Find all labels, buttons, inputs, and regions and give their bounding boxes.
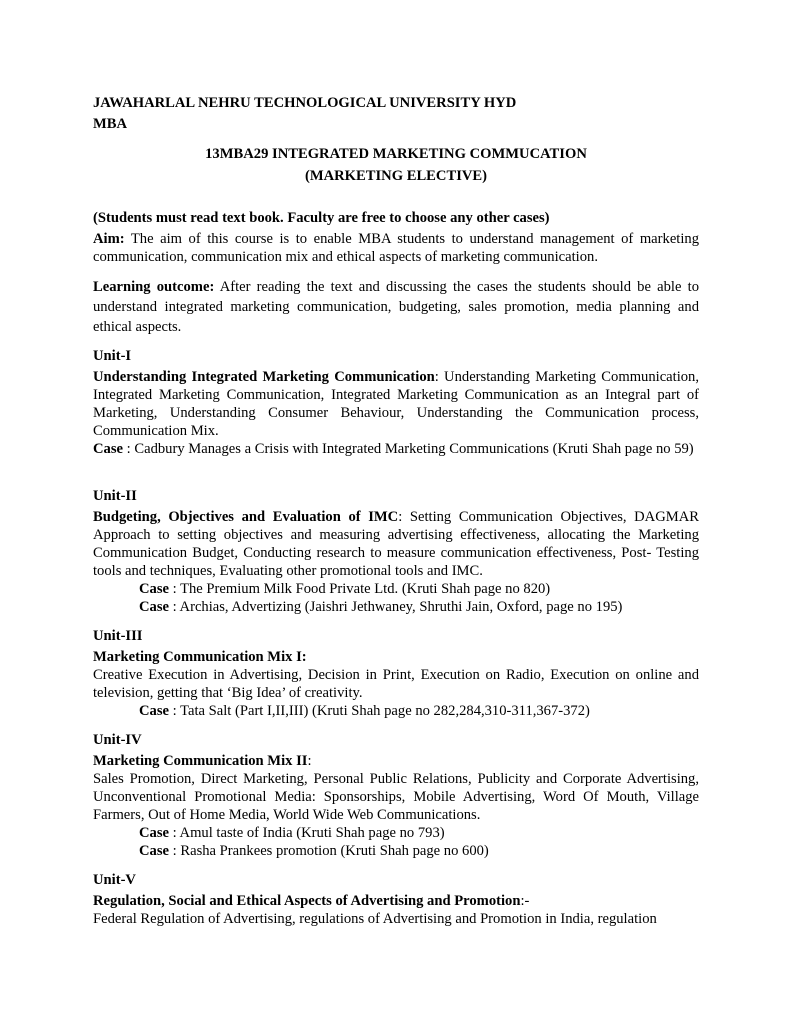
unit-2-body: : Setting Communication Objectives, DAGMAR Approach to setting objectives and measuring advertising effectiveness, allocating the Marketing Communication Budget, Conducting research to measure communication effectiveness, Post- Testing tools and techniques, Evaluating other promotional tools and IMC.	[93, 509, 699, 579]
unit-1-content	[93, 368, 699, 440]
learning-outcome-paragraph	[93, 277, 699, 337]
unit-4-body: Sales Promotion, Direct Marketing, Personal Public Relations, Publicity and Corporate Advertising, Unconventional Promotional Media: Sponsorships, Mobile Advertising, Word Of Mouth, Village Farmers, Out of Home Media, World Wide Web Communications.	[93, 771, 699, 823]
unit-3-case: Case : Tata Salt (Part I,II,III) (Kruti Shah page no 282,284,310-311,367-372)	[139, 703, 590, 719]
course-title: 13MBA29 INTEGRATED MARKETING COMMUCATION	[205, 146, 587, 162]
aim-label: Aim:	[93, 231, 125, 247]
unit-4-case-1: Case : Amul taste of India (Kruti Shah page no 793)	[139, 825, 445, 841]
aim-paragraph	[93, 230, 699, 266]
course-note: (Students must read text book. Faculty are free to choose any other cases)	[93, 210, 550, 226]
unit-5-body: Federal Regulation of Advertising, regulations of Advertising and Promotion in India, regulation	[93, 911, 657, 927]
unit-4-case-2: Case : Rasha Prankees promotion (Kruti Shah page no 600)	[139, 843, 489, 859]
aim-text: The aim of this course is to enable MBA students to understand management of marketing communication, communication mix and ethical aspects of marketing communication.	[93, 231, 699, 265]
unit-4-topic: Marketing Communication Mix II:	[93, 753, 312, 769]
unit-2-topic: Budgeting, Objectives and Evaluation of IMC	[93, 509, 399, 525]
unit-3-body: Creative Execution in Advertising, Decision in Print, Execution on Radio, Execution on online and television, getting that ‘Big Idea’ of creativity.	[93, 667, 699, 701]
unit-2-heading: Unit-II	[93, 488, 137, 504]
unit-1-case: Case : Cadbury Manages a Crisis with Integrated Marketing Communications (Kruti Shah page no 59)	[93, 441, 694, 457]
university-name: JAWAHARLAL NEHRU TECHNOLOGICAL UNIVERSITY HYD	[93, 95, 517, 111]
unit-2-case-1: Case : The Premium Milk Food Private Ltd. (Kruti Shah page no 820)	[139, 581, 551, 597]
program-name: MBA	[93, 116, 128, 132]
unit-2-content	[93, 508, 699, 580]
unit-5-topic: Regulation, Social and Ethical Aspects of Advertising and Promotion:-	[93, 893, 530, 909]
unit-2-case-2: Case : Archias, Advertizing (Jaishri Jethwaney, Shruthi Jain, Oxford, page no 195)	[139, 599, 623, 615]
learning-outcome-label: Learning outcome:	[93, 279, 215, 295]
unit-1-topic: Understanding Integrated Marketing Communication	[93, 369, 435, 385]
course-elective: (MARKETING ELECTIVE)	[304, 168, 488, 184]
unit-5-heading: Unit-V	[93, 872, 136, 888]
unit-1-body: : Understanding Marketing Communication, Integrated Marketing Communication, Integrated Marketing Communication as an Integral part of Marketing, Understanding Consumer Behaviour, Understanding the Communication process, Communication Mix.	[93, 369, 699, 439]
learning-outcome-text: After reading the text and discussing the cases the students should be able to understand integrated marketing communication, budgeting, sales promotion, media planning and ethical aspects.	[93, 279, 699, 335]
unit-3-topic: Marketing Communication Mix I:	[93, 649, 307, 665]
unit-1-heading: Unit-I	[93, 348, 132, 364]
unit-3-heading: Unit-III	[93, 628, 143, 644]
unit-4-heading: Unit-IV	[93, 732, 142, 748]
